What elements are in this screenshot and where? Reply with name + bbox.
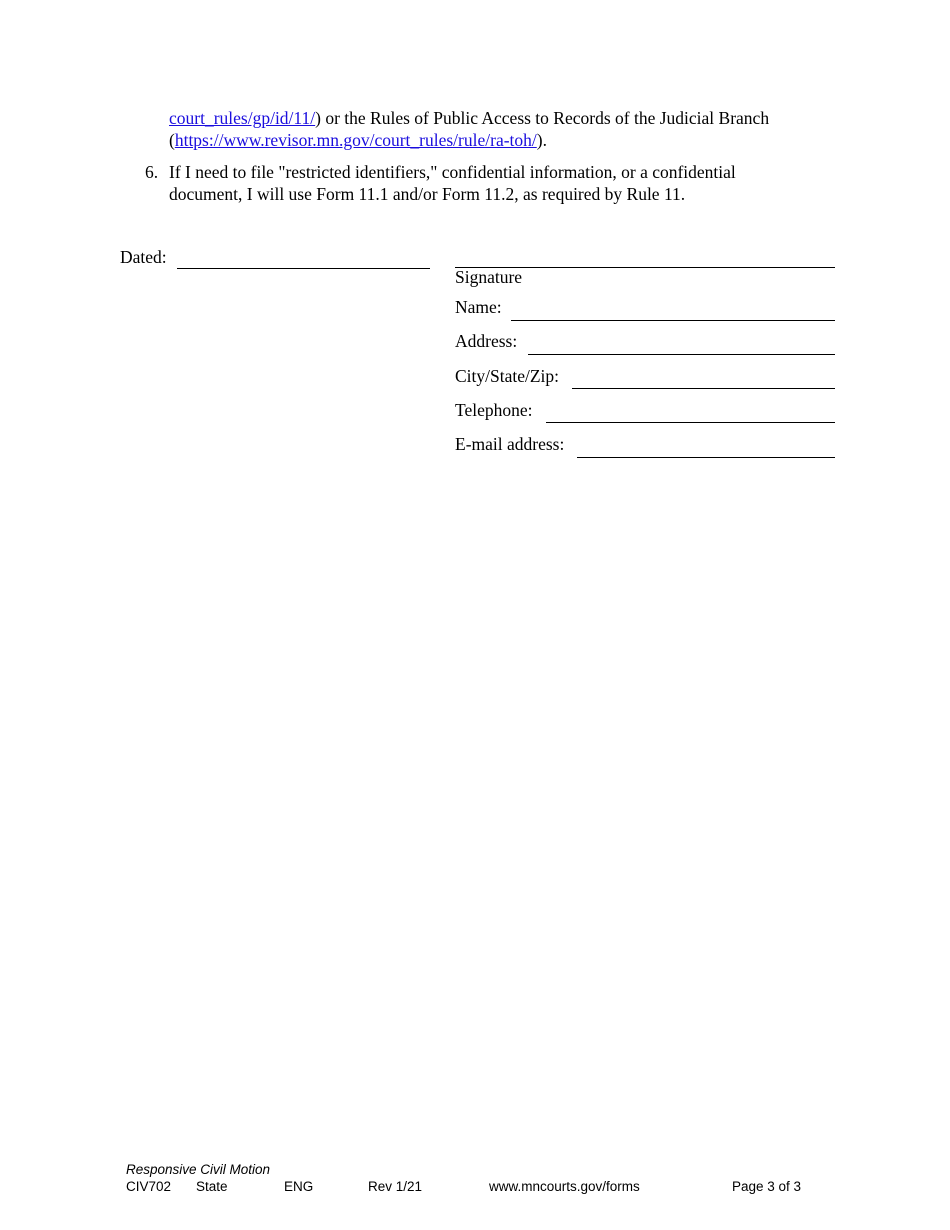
city-state-zip-label: City/State/Zip: (455, 366, 560, 386)
signature-label: Signature (455, 267, 523, 287)
court-rules-gp-link[interactable]: court_rules/gp/id/11/ (169, 108, 316, 128)
item-5-line-2 (169, 129, 869, 151)
address-field-line[interactable] (528, 354, 835, 355)
item-6-number: 6. (145, 162, 159, 182)
telephone-label: Telephone: (455, 400, 533, 420)
item-5-continuation (169, 107, 869, 151)
email-field-line[interactable] (577, 457, 835, 458)
item-5-text: ) or the Rules of Public Access to Records of the Judicial Branch (315, 108, 770, 128)
dated-field-line[interactable] (177, 268, 430, 269)
open-paren: ( (169, 130, 175, 150)
telephone-field-line[interactable] (546, 422, 835, 423)
address-label: Address: (455, 331, 518, 351)
name-label: Name: (455, 297, 502, 317)
footer-language: ENG (284, 1179, 314, 1194)
email-label: E-mail address: (455, 434, 565, 454)
item-6-line-1: If I need to file "restricted identifiers," confidential information, or a confidential (169, 162, 736, 182)
footer-form-title: Responsive Civil Motion (126, 1162, 271, 1177)
footer-jurisdiction: State (196, 1179, 228, 1194)
item-5-line-1 (169, 107, 869, 129)
footer-website: www.mncourts.gov/forms (489, 1179, 640, 1194)
footer-form-code: CIV702 (126, 1179, 172, 1194)
close-paren: ). (536, 130, 547, 150)
revisor-ra-toh-link[interactable]: https://www.revisor.mn.gov/court_rules/rule/ra-toh/ (174, 130, 537, 150)
item-6-line-2: document, I will use Form 11.1 and/or Form 11.2, as required by Rule 11. (169, 184, 686, 204)
city-state-zip-field-line[interactable] (572, 388, 835, 389)
footer-revision: Rev 1/21 (368, 1179, 423, 1194)
dated-label: Dated: (120, 247, 167, 267)
item-6-text (169, 161, 869, 205)
name-field-line[interactable] (511, 320, 835, 321)
footer-page-number: Page 3 of 3 (732, 1179, 802, 1194)
